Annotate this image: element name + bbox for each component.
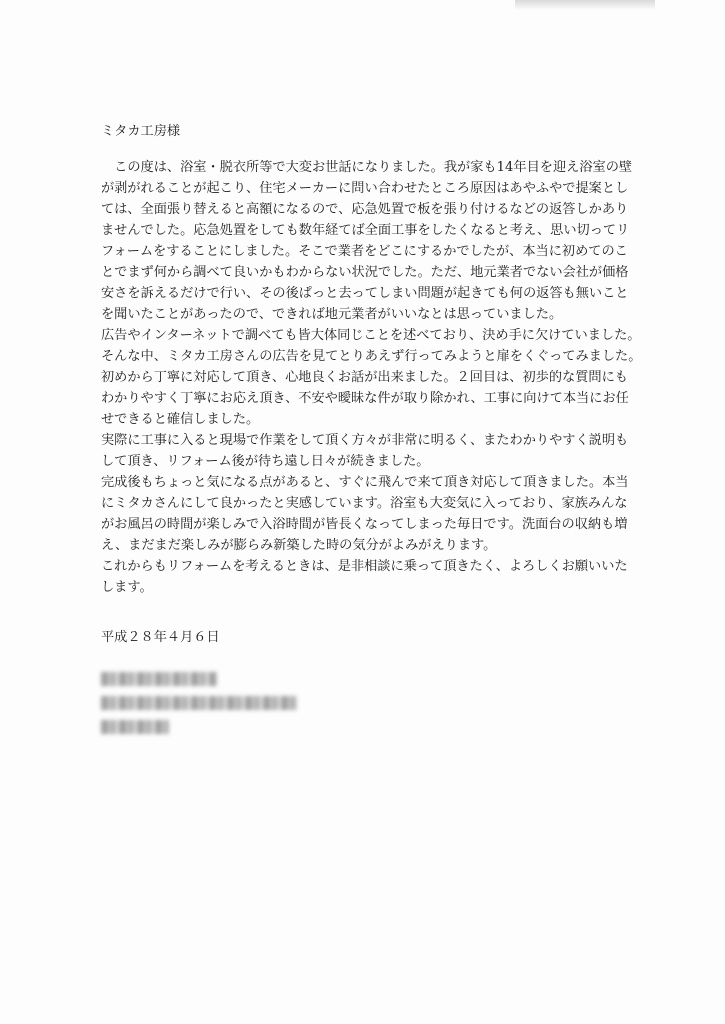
text-line: とでまず何から調べて良いかもわからない状況でした。ただ、地元業者でない会社が価格	[101, 265, 629, 280]
letter-paragraphs	[101, 157, 641, 598]
text-line: 初めから丁寧に対応して頂き、心地良くお話が出来ました。２回目は、初歩的な質問にも	[101, 370, 628, 385]
letter-paragraph	[101, 472, 641, 556]
letter-paragraph	[101, 157, 641, 325]
text-line: 完成後もちょっと気になる点があると、すぐに飛んで来て頂き対応して頂きました。本当	[101, 475, 629, 490]
text-line: フォームをすることにしました。そこで業者をどこにするかでしたが、本当に初めてのこ	[101, 244, 628, 259]
letter-paragraph	[101, 430, 641, 472]
text-line: がお風呂の時間が楽しみで入浴時間が皆長くなってしまった毎日です。洗面台の収納も増	[101, 517, 628, 532]
text-line: 安さを訴えるだけで行い、その後ぱっと去ってしまい問題が起きても何の返答も無いこと	[101, 286, 629, 301]
text-line: これからもリフォームを考えるときは、是非相談に乗って頂きたく、よろしくお願いいた	[101, 559, 628, 574]
letter-paragraph	[101, 325, 641, 430]
text-line: え、まだまだ楽しみが膨らみ新築した時の気分がよみがえります。	[101, 538, 497, 553]
text-line: を聞いたことがあったので、できれば地元業者がいいなとは思っていました。	[101, 307, 563, 322]
text-line: にミタカさんにして良かったと実感しています。浴室も大変気に入っており、家族みんな	[101, 496, 628, 511]
redacted-name	[101, 672, 217, 686]
text-line: わかりやすく丁寧にお応え頂き、不安や曖昧な件が取り除かれ、工事に向けて本当にお任	[101, 391, 629, 406]
letter-date: 平成２８年４月６日	[101, 630, 220, 645]
redacted-address	[101, 696, 297, 710]
text-line: ませんでした。応急処置をしても数年経てば全面工事をしたくなると考え、思い切ってリ	[101, 223, 630, 238]
letter-paragraph	[101, 556, 641, 598]
text-line: ては、全面張り替えると高額になるので、応急処置で板を張り付けるなどの返答しかあり	[101, 202, 629, 217]
salutation: ミタカ工房様	[101, 124, 181, 139]
scan-smudge	[515, 0, 655, 10]
text-line: して頂き、リフォーム後が待ち遠し日々が続きました。	[101, 454, 430, 469]
text-line: します。	[101, 580, 153, 595]
text-line: この度は、浴室・脱衣所等で大変お世話になりました。我が家も14年目を迎え浴室の壁	[101, 160, 633, 175]
text-line: せできると確信しました。	[101, 412, 260, 427]
text-line: 広告やインターネットで調べても皆大体同じことを述べており、決め手に欠けていました。	[101, 328, 641, 343]
text-line: そんな中、ミタカ工房さんの広告を見てとりあえず行ってみようと扉をくぐってみました。	[101, 349, 641, 364]
text-line: が剥がれることが起こり、住宅メーカーに問い合わせたところ原因はあやふやで提案とし	[101, 181, 629, 196]
text-line: 実際に工事に入ると現場で作業をして頂く方々が非常に明るく、またわかりやすく説明も	[101, 433, 629, 448]
redacted-signature-block	[101, 672, 641, 734]
redacted-extra	[101, 720, 169, 734]
letter-body	[101, 122, 641, 744]
